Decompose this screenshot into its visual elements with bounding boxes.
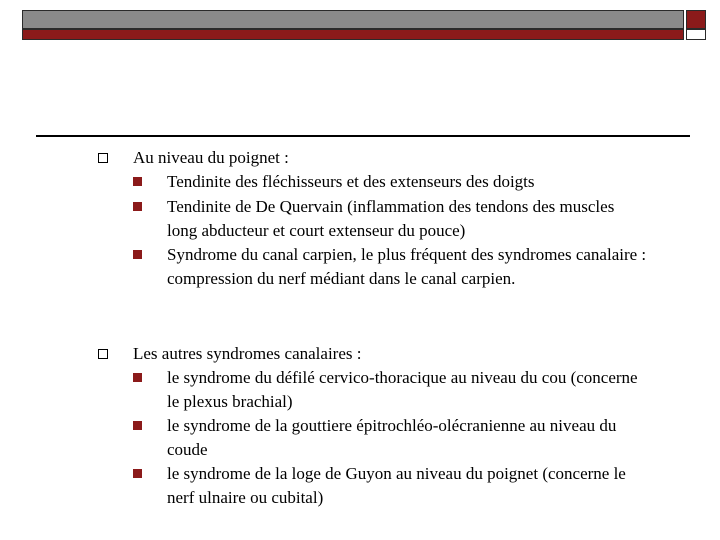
square-bullet-icon [133, 177, 142, 186]
square-bullet-icon [133, 373, 142, 382]
list-item-text: le syndrome de la loge de Guyon au niveau du poignet (concerne le nerf ulnaire ou cubital) [167, 464, 626, 507]
square-bullet-icon [133, 421, 142, 430]
list-item-text: le syndrome du défilé cervico-thoracique au niveau du cou (concerne le plexus brachial) [167, 368, 638, 411]
list-item-text: Tendinite des fléchisseurs et des extenseurs des doigts [167, 172, 535, 191]
section-heading: Au niveau du poignet : [133, 148, 289, 167]
square-bullet-icon [133, 202, 142, 211]
hollow-square-bullet-icon [98, 349, 108, 359]
hollow-square-bullet-icon [98, 153, 108, 163]
list-item-text: Syndrome du canal carpien, le plus fréquent des syndromes canalaire : compression du nerf médiant dans le canal carpien. [167, 245, 647, 288]
section-heading: Les autres syndromes canalaires : [133, 344, 362, 363]
square-bullet-icon [133, 250, 142, 259]
square-bullet-icon [133, 469, 142, 478]
list-item-text: Tendinite de De Quervain (inflammation des tendons des muscles long abducteur et court extenseur du pouce) [167, 197, 615, 240]
list-item-text: le syndrome de la gouttiere épitrochléo-olécranienne au niveau du coude [167, 416, 617, 459]
